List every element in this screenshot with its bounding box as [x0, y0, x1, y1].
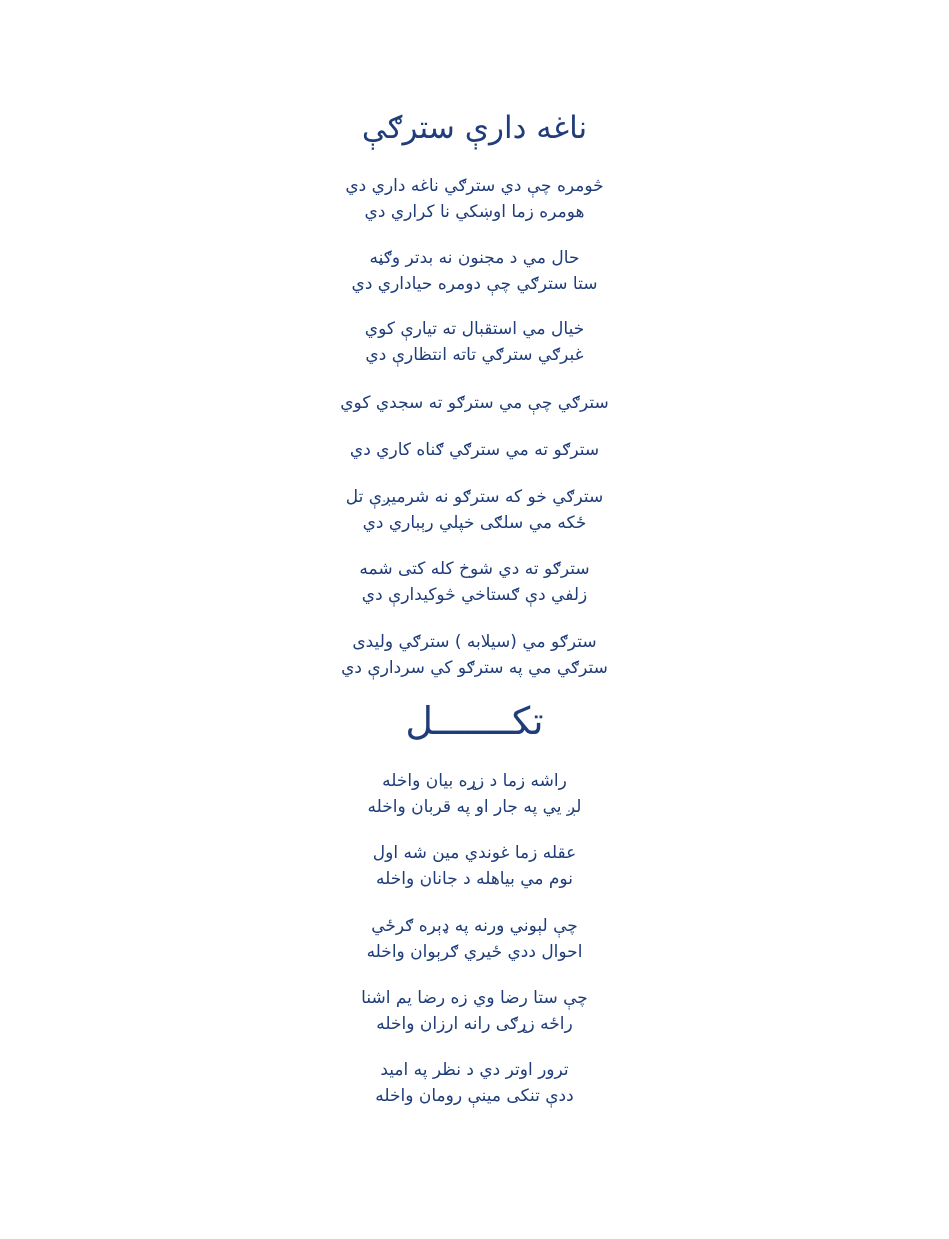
verse-line: ددې تنکی مینې رومان واخله: [375, 1086, 574, 1106]
stanza-12: [0, 985, 949, 1037]
stanza-6: [0, 484, 949, 536]
verse-line: هومره زما اوښکي نا کراري دي: [364, 202, 585, 222]
verse-line: غبرګي سترګي تاته انتظارې دي: [365, 345, 584, 365]
verse-line: سترګو مي (سيلابه ) سترګي وليدی: [352, 632, 597, 652]
stanza-5: [0, 437, 949, 463]
stanza-11: [0, 913, 949, 965]
verse-line: عقله زما غوندي مين شه اول: [372, 843, 577, 863]
stanza-8: [0, 629, 949, 681]
stanza-10: [0, 840, 949, 892]
poem-title: ناغه دارې سترګې: [361, 110, 588, 146]
verse-line: لږ يي په جار او په قربان واخله: [367, 797, 582, 817]
poem-title: تکـــــــل: [405, 699, 544, 743]
verse-line: نوم مي بياهله د جانان واخله: [376, 869, 573, 889]
verse-line: راشه زما د زړه بيان واخله: [382, 771, 567, 791]
stanza-1: [0, 173, 949, 225]
stanza-7: [0, 556, 949, 608]
verse-line: ترور اوتر دي د نظر په اميد: [380, 1060, 569, 1080]
stanza-4: [0, 390, 949, 416]
verse-line: حال مي د مجنون نه بدتر وګڼه: [369, 248, 580, 268]
verse-line: چې لېوني ورنه په ډېره ګرځي: [371, 916, 578, 936]
verse-line: سترګي خو که سترګو نه شرميږې تل: [345, 487, 604, 507]
stanza-3: [0, 316, 949, 368]
verse-line: خيال مي استقبال ته تيارې کوي: [364, 319, 585, 339]
verse-line: ځکه مي سلګی خپلي رېباري دي: [362, 513, 587, 533]
stanza-9: [0, 768, 949, 820]
verse-line: ستا سترګي چې دومره حياداري دي: [351, 274, 598, 294]
verse-line: څومره چې دي سترګي ناغه داري دي: [345, 176, 604, 196]
verse-line: احوال ددي ځيري ګرېوان واخله: [366, 942, 583, 962]
verse-line: سترګو ته مي سترګي ګناه کاري دي: [349, 440, 600, 460]
verse-line: راځه زړګی رانه ارزان واخله: [376, 1014, 573, 1034]
verse-line: سترګي چې مي سترګو ته سجدي کوي: [340, 393, 609, 413]
verse-line: چې ستا رضا وي زه رضا يم اشنا: [361, 988, 588, 1008]
stanza-13: [0, 1057, 949, 1109]
verse-line: سترګي مي په سترګو کي سردارې دي: [341, 658, 608, 678]
verse-line: سترګو ته دي شوخ کله کتی شمه: [359, 559, 590, 579]
verse-line: زلفي دې ګستاخي څوکيدارې دي: [361, 585, 588, 605]
stanza-2: [0, 245, 949, 297]
